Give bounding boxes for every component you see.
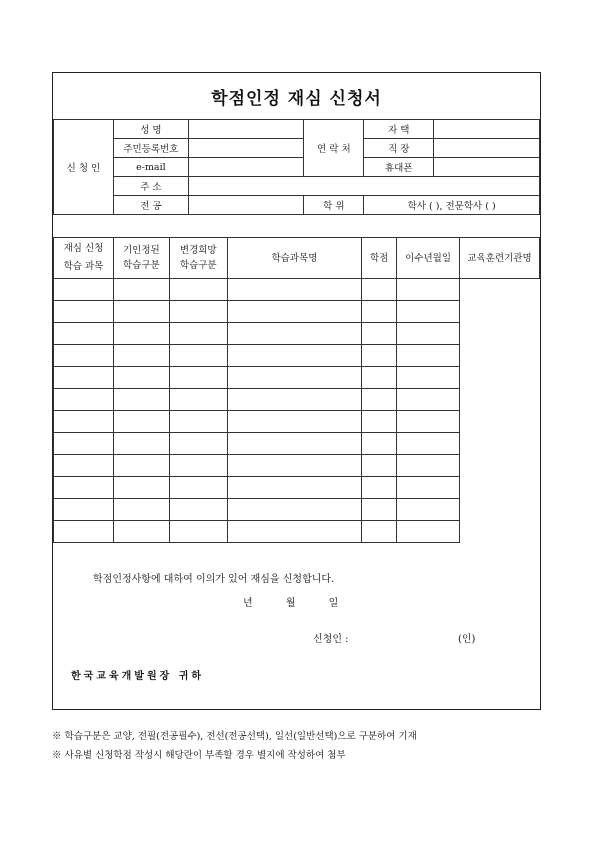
course-orig-type-cell[interactable] [54,345,114,367]
course-institution-cell[interactable] [397,323,460,345]
applicant-row-id [54,139,540,158]
name-label: 성 명 [113,120,188,139]
notes [52,727,417,765]
header-completion-date: 이수년월일 [397,238,460,279]
course-credit-cell[interactable] [227,499,361,521]
course-institution-cell[interactable] [397,477,460,499]
courses-header-row [54,238,540,279]
courses-table [53,237,540,543]
course-credit-cell[interactable] [227,477,361,499]
course-credit-cell[interactable] [227,521,361,543]
note-2: ※ 사유별 신청학점 작성시 해당란이 부족할 경우 별지에 작성하여 첨부 [52,750,346,761]
course-institution-cell[interactable] [397,499,460,521]
course-orig-type-cell[interactable] [54,477,114,499]
course-completion-date-cell[interactable] [362,433,397,455]
course-new-type-cell[interactable] [113,389,169,411]
mobile-label: 휴대폰 [364,158,434,177]
course-institution-cell[interactable] [397,279,460,301]
applicant-row-name [54,120,540,139]
course-new-type-cell[interactable] [113,323,169,345]
course-credit-cell[interactable] [227,367,361,389]
mobile-field[interactable] [434,158,540,177]
degree-label: 학 위 [304,196,364,215]
course-credit-cell[interactable] [227,279,361,301]
note-1: ※ 학습구분은 교양, 전필(전공필수), 전선(전공선택), 일선(일반선택)으로 구분하여 기재 [52,731,417,742]
course-credit-cell[interactable] [227,301,361,323]
id-number-label: 주민등록번호 [113,139,188,158]
course-row [54,345,540,367]
course-orig-type-cell[interactable] [54,411,114,433]
course-course-name-cell[interactable] [169,411,227,433]
course-orig-type-cell[interactable] [54,433,114,455]
courses-section-label-2: 학습 과목 [63,261,104,272]
course-orig-type-cell[interactable] [54,367,114,389]
email-field[interactable] [188,158,304,177]
applicant-signature-label: 신청인 : [313,634,349,645]
address-field[interactable] [188,177,539,196]
course-course-name-cell[interactable] [169,389,227,411]
course-row [54,433,540,455]
course-row [54,477,540,499]
course-orig-type-cell[interactable] [54,389,114,411]
applicant-row-email [54,158,540,177]
course-completion-date-cell[interactable] [362,301,397,323]
work-phone-label: 직 장 [364,139,434,158]
application-form [52,72,541,710]
course-credit-cell[interactable] [227,389,361,411]
course-row [54,389,540,411]
course-row [54,411,540,433]
course-credit-cell[interactable] [227,345,361,367]
course-orig-type-cell[interactable] [54,301,114,323]
course-institution-cell[interactable] [397,367,460,389]
courses-section-label-1: 재심 신청 [63,243,104,254]
header-credit: 학점 [362,238,397,279]
course-course-name-cell[interactable] [169,323,227,345]
courses-section-label [54,238,114,279]
header-new-type-2: 학습구분 [179,260,217,271]
course-completion-date-cell[interactable] [362,411,397,433]
course-completion-date-cell[interactable] [362,389,397,411]
course-orig-type-cell[interactable] [54,455,114,477]
spacer-row [53,223,540,238]
course-institution-cell[interactable] [397,345,460,367]
course-row [54,323,540,345]
header-new-type [169,238,227,279]
course-row [54,301,540,323]
header-orig-type-2: 학습구분 [123,260,160,271]
course-orig-type-cell[interactable] [54,499,114,521]
applicant-row-address [54,177,540,196]
applicant-table [53,119,540,215]
header-course-name: 학습과목명 [227,238,361,279]
id-number-field[interactable] [188,139,304,158]
course-row [54,455,540,477]
header-new-type-1: 변경희망 [179,245,217,256]
home-phone-label: 자 택 [364,120,434,139]
course-institution-cell[interactable] [397,433,460,455]
course-course-name-cell[interactable] [169,455,227,477]
course-new-type-cell[interactable] [113,521,169,543]
header-institution: 교육훈련기관명 [460,238,540,279]
course-new-type-cell[interactable] [113,411,169,433]
course-course-name-cell[interactable] [169,367,227,389]
header-orig-type [113,238,169,279]
course-completion-date-cell[interactable] [362,521,397,543]
title-row [53,73,540,120]
course-new-type-cell[interactable] [113,345,169,367]
course-new-type-cell[interactable] [113,301,169,323]
major-field[interactable] [188,196,304,215]
course-completion-date-cell[interactable] [362,345,397,367]
course-new-type-cell[interactable] [113,367,169,389]
course-institution-cell[interactable] [397,411,460,433]
address-label: 주 소 [113,177,188,196]
course-completion-date-cell[interactable] [362,499,397,521]
course-new-type-cell[interactable] [113,499,169,521]
course-new-type-cell[interactable] [113,477,169,499]
course-institution-cell[interactable] [397,389,460,411]
course-course-name-cell[interactable] [169,477,227,499]
course-credit-cell[interactable] [227,455,361,477]
course-institution-cell[interactable] [397,301,460,323]
course-institution-cell[interactable] [397,455,460,477]
date-line: 년 월 일 [243,598,339,609]
course-new-type-cell[interactable] [113,279,169,301]
contact-label: 연 락 처 [304,120,364,177]
name-field[interactable] [188,120,304,139]
course-course-name-cell[interactable] [169,433,227,455]
course-completion-date-cell[interactable] [362,477,397,499]
work-phone-field[interactable] [434,139,540,158]
addressee: 한국교육개발원장 귀하 [71,671,205,682]
course-credit-cell[interactable] [227,411,361,433]
applicant-row-major [54,196,540,215]
course-completion-date-cell[interactable] [362,367,397,389]
course-course-name-cell[interactable] [169,499,227,521]
form-title: 학점인정 재심 신청서 [211,88,382,109]
course-course-name-cell[interactable] [169,279,227,301]
declaration-section [53,548,540,708]
course-row [54,367,540,389]
course-credit-cell[interactable] [227,323,361,345]
course-credit-cell[interactable] [227,433,361,455]
course-completion-date-cell[interactable] [362,279,397,301]
course-new-type-cell[interactable] [113,455,169,477]
degree-options[interactable]: 학사 ( ), 전문학사 ( ) [364,196,540,215]
course-new-type-cell[interactable] [113,433,169,455]
statement-text: 학점인정사항에 대하여 이의가 있어 재심을 신청합니다. [93,574,335,585]
course-completion-date-cell[interactable] [362,323,397,345]
applicant-section-label: 신 청 인 [54,120,114,215]
course-row [54,499,540,521]
home-phone-field[interactable] [434,120,540,139]
major-label: 전 공 [113,196,188,215]
course-orig-type-cell[interactable] [54,521,114,543]
email-label: e-mail [113,158,188,177]
course-completion-date-cell[interactable] [362,455,397,477]
course-course-name-cell[interactable] [169,521,227,543]
course-course-name-cell[interactable] [169,345,227,367]
course-institution-cell[interactable] [397,521,460,543]
course-orig-type-cell[interactable] [54,279,114,301]
course-orig-type-cell[interactable] [54,323,114,345]
course-course-name-cell[interactable] [169,301,227,323]
course-row [54,279,540,301]
seal-mark: (인) [458,634,476,645]
course-row [54,521,540,543]
header-orig-type-1: 기인정된 [123,245,160,256]
